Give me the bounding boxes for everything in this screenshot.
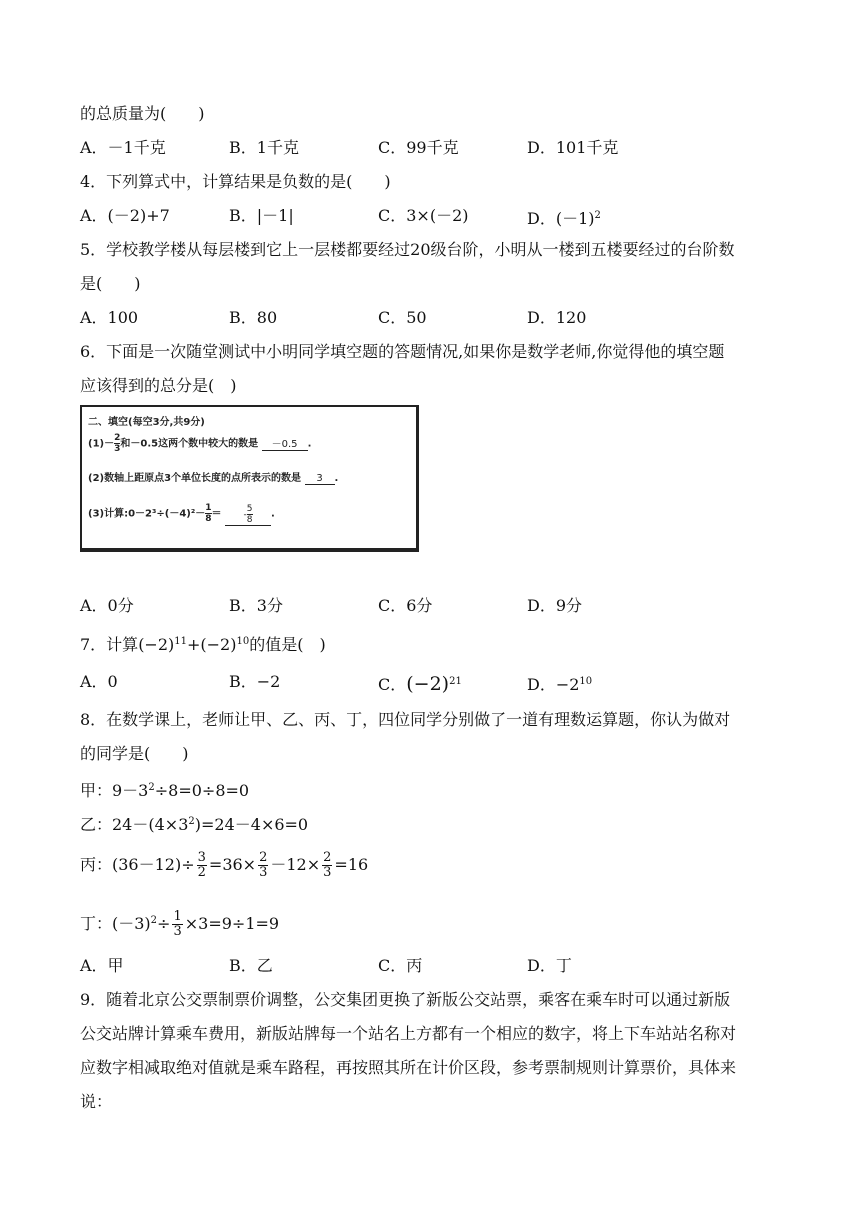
q7-option-d-exp: 10 [579,676,593,687]
q8-stem-line2: 的同学是( ) [80,744,189,763]
scan-row2-answer: 3 [305,473,335,485]
q4-stem: 4．下列算式中，计算结果是负数的是( ) [80,172,391,191]
q5-option-c: C．50 [378,308,427,327]
q8-bing-c: －12× [270,855,321,874]
q8-bing [80,846,368,884]
q6-stem-line1: 6．下面是一次随堂测试中小明同学填空题的答题情况,如果你是数学老师,你觉得他的填空题 [80,342,725,361]
scan-row3-num: 1 [205,503,212,513]
q8-bing-frac3 [322,851,332,880]
q7-option-a: A．0 [80,672,118,691]
q6-option-d: D．9分 [527,596,583,615]
q8-bing-a: 丙：(36－12)÷ [80,855,195,874]
q8-bing-frac1-num: 3 [197,850,206,865]
scan-row1-prefix: (1)－ [88,438,115,450]
q5-option-b: B．80 [229,308,278,327]
q8-yi [80,812,308,835]
q8-jia [80,778,249,801]
scan-row2-text: (2)数轴上距原点3个单位长度的点所表示的数是 [88,473,302,484]
q5-option-a: A．100 [80,308,139,327]
scan-row2-period: . [334,473,339,484]
scan-row1-text: 和－0.5这两个数中较大的数是 [120,438,259,450]
q4-option-a: A．(－2)+7 [80,206,170,225]
q7-stem [80,632,326,655]
q8-bing-frac3-den: 3 [323,865,332,880]
q8-ding-frac [172,910,182,939]
scan-header: 二、填空(每空3分,共9分) [88,417,205,428]
q8-yi-exp: 2 [188,816,195,827]
q9-stem-line1: 9．随着北京公交票制票价调整，公交集团更换了新版公交站票，乘客在乘车时可以通过新版 [80,990,731,1009]
q7-suffix: 的值是( ) [249,635,326,654]
scan-row1-period: . [307,438,312,450]
q4-option-d [527,206,601,229]
q6-option-b: B．3分 [229,596,283,615]
q7-option-c-label: C． [378,675,407,694]
q8-ding-a: 丁：(－3) [80,914,151,933]
q8-bing-frac1-den: 2 [197,865,206,880]
scan-row3-prefix: (3)计算:0－2³÷(－4)²－ [88,508,206,520]
scan-row-3 [88,503,275,526]
scan-row3-period: . [271,508,275,520]
scan-row-2 [88,469,338,485]
q8-option-a: A．甲 [80,956,124,975]
q5-option-d: D．120 [527,308,587,327]
q7-option-b: B．−2 [229,672,281,691]
q3-option-b: B．1千克 [229,138,299,157]
q4-option-d-exponent: 2 [594,210,601,221]
q8-ding [80,902,279,943]
q3-tail: 的总质量为( ) [80,104,205,123]
q7-plus: + [187,635,201,654]
q8-bing-frac2 [258,851,268,880]
q6-option-a: A．0分 [80,596,134,615]
scan-row3-answer [225,504,271,526]
q8-option-c: C．丙 [378,956,423,975]
q6-stem-line2: 应该得到的总分是( ) [80,376,237,395]
scan-row3-answer-sign: - [243,509,247,520]
q8-option-b: B．乙 [229,956,273,975]
q8-yi-b: )=24－4×6=0 [194,815,309,834]
q9-stem-line4: 说： [80,1092,113,1111]
scan-row3-answer-num: 5 [246,503,253,514]
q8-ding-c: ×3=9÷1=9 [184,914,280,933]
q8-jia-exp: 2 [148,782,155,793]
q7-option-c-base: (−2) [406,673,450,695]
q7-term-a: (−2) [138,635,175,654]
q7-option-c-exp: 21 [449,676,462,687]
q8-yi-a: 乙：24－(4×3 [80,815,189,834]
q9-stem-line3: 应数字相减取绝对值就是乘车路程，再按照其所在计价区段，参考票制规则计算票价，具体来 [80,1058,737,1077]
q8-bing-frac2-num: 2 [259,850,268,865]
q8-bing-b: =36× [208,855,257,874]
q6-option-c: C．6分 [378,596,433,615]
q3-option-a: A．－1千克 [80,138,166,157]
q8-jia-b: ÷8=0÷8=0 [154,781,250,800]
q5-stem-line1: 5．学校教学楼从每层楼到它上一层楼都要经过20级台阶，小明从一楼到五楼要经过的台阶数 [80,240,735,259]
q8-bing-frac1 [197,851,207,880]
scan-row3-den: 8 [205,514,212,524]
q7-prefix: 7．计算 [80,635,139,654]
q7-exp-a: 11 [174,636,187,647]
q7-option-d [527,672,592,695]
q7-exp-b: 10 [236,636,250,647]
q4-option-d-text: D．(－1) [527,209,595,228]
scan-row1-den: 3 [114,444,121,454]
q3-option-c: C．99千克 [378,138,459,157]
q8-stem-line1: 8．在数学课上，老师让甲、乙、丙、丁，四位同学分别做了一道有理数运算题，你认为做对 [80,710,731,729]
scan-row1-num: 2 [114,433,121,443]
scan-row3-eq: ＝ [211,508,222,520]
scan-row3-answer-fraction [247,504,253,525]
q8-ding-exp: 2 [150,915,158,926]
scan-row3-answer-den: 8 [246,514,253,525]
q7-option-d-text: D．−2 [527,675,580,694]
q8-ding-b: ÷ [157,914,171,933]
q8-bing-d: =16 [334,855,369,874]
scan-row-1 [88,433,311,454]
scan-row1-answer: －0.5 [262,435,308,451]
q4-option-b: B．|－1| [229,206,294,225]
q5-stem-line2: 是( ) [80,274,141,293]
q3-option-d: D．101千克 [527,138,619,157]
q8-ding-frac-num: 1 [173,909,182,924]
q8-ding-frac-den: 3 [173,924,182,939]
q7-option-c [378,672,462,695]
q8-bing-frac2-den: 3 [259,865,268,880]
q4-option-c: C．3×(－2) [378,206,469,225]
q7-term-b: (−2) [200,635,237,654]
q8-bing-frac3-num: 2 [323,850,332,865]
answer-sheet-image [80,405,419,552]
q8-option-d: D．丁 [527,956,572,975]
q9-stem-line2: 公交站牌计算乘车费用，新版站牌每一个站名上方都有一个相应的数字，将上下车站站名称对 [80,1024,737,1043]
q8-jia-a: 甲：9－3 [80,781,149,800]
